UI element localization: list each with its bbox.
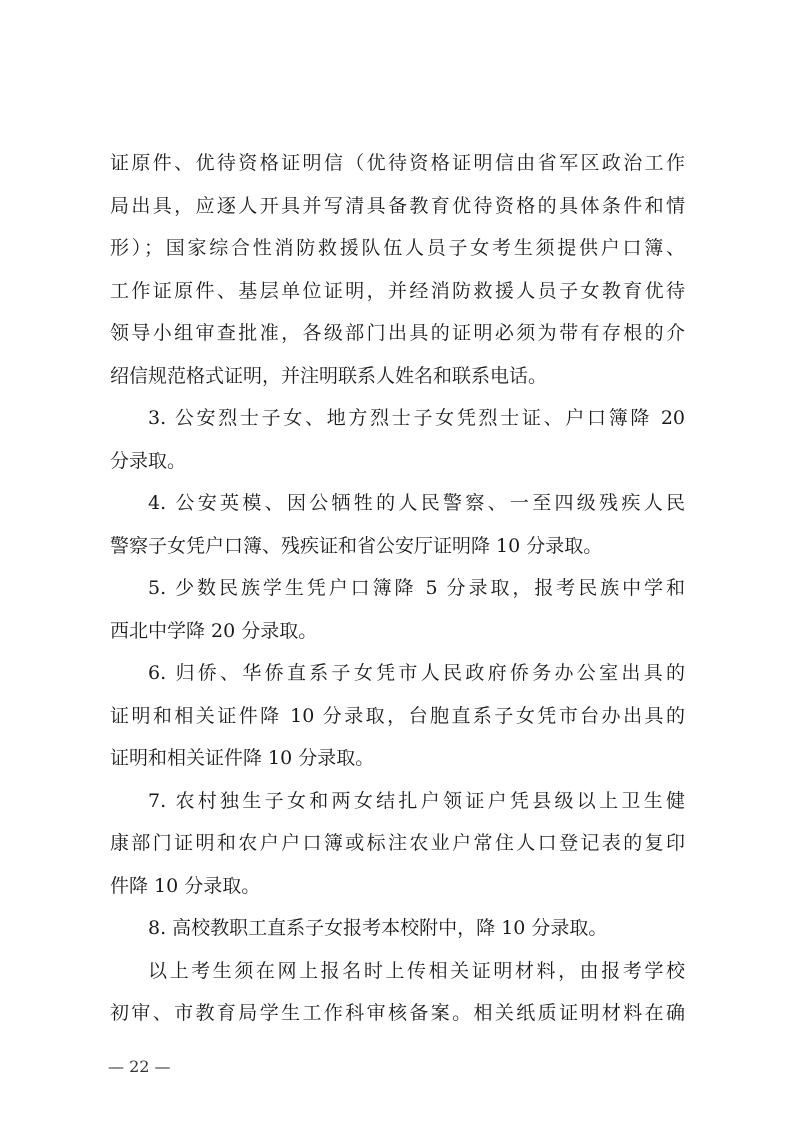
list-item-7-line: 件降 10 分录取。 (110, 875, 261, 897)
body-line: 工作证原件、基层单位证明，并经消防救援人员子女教育优待 (110, 280, 685, 302)
list-item-4-line: 警察子女凭户口簿、残疾证和省公安厅证明降 10 分录取。 (110, 535, 603, 557)
body-line: 领导小组审查批准，各级部门出具的证明必须为带有存根的介 (110, 322, 685, 344)
list-item-4-line: 4. 公安英模、因公牺牲的人民警察、一至四级残疾人民 (148, 492, 685, 514)
body-line: 绍信规范格式证明，并注明联系人姓名和联系电话。 (110, 365, 548, 387)
list-item-6-line: 证明和相关证件降 10 分录取。 (110, 747, 375, 769)
body-line: 局出具，应逐人开具并写清具备教育优待资格的具体条件和情 (110, 195, 685, 217)
body-line: 证原件、优待资格证明信（优待资格证明信由省军区政治工作 (110, 152, 685, 174)
body-line: 形）；国家综合性消防救援队伍人员子女考生须提供户口簿、 (110, 237, 685, 259)
list-item-5-line: 5. 少数民族学生凭户口簿降 5 分录取，报考民族中学和 (148, 577, 685, 599)
list-item-3-line: 3. 公安烈士子女、地方烈士子女凭烈士证、户口簿降 20 (148, 407, 685, 429)
list-item-6-line: 证明和相关证件降 10 分录取，台胞直系子女凭市台办出具的 (110, 705, 685, 727)
summary-paragraph-line: 初审、市教育局学生工作科审核备案。相关纸质证明材料在确 (110, 1002, 685, 1024)
list-item-5-line: 西北中学降 20 分录取。 (110, 620, 318, 642)
summary-paragraph-line: 以上考生须在网上报名时上传相关证明材料，由报考学校 (148, 960, 685, 982)
list-item-3-line: 分录取。 (110, 450, 187, 472)
page-number: — 22 — (108, 1057, 171, 1076)
list-item-7-line: 7. 农村独生子女和两女结扎户领证户凭县级以上卫生健 (148, 790, 685, 812)
list-item-7-line: 康部门证明和农户户口簿或标注农业户常住人口登记表的复印 (110, 832, 685, 854)
list-item-8-line: 8. 高校教职工直系子女报考本校附中，降 10 分录取。 (148, 917, 608, 939)
list-item-6-line: 6. 归侨、华侨直系子女凭市人民政府侨务办公室出具的 (148, 662, 685, 684)
